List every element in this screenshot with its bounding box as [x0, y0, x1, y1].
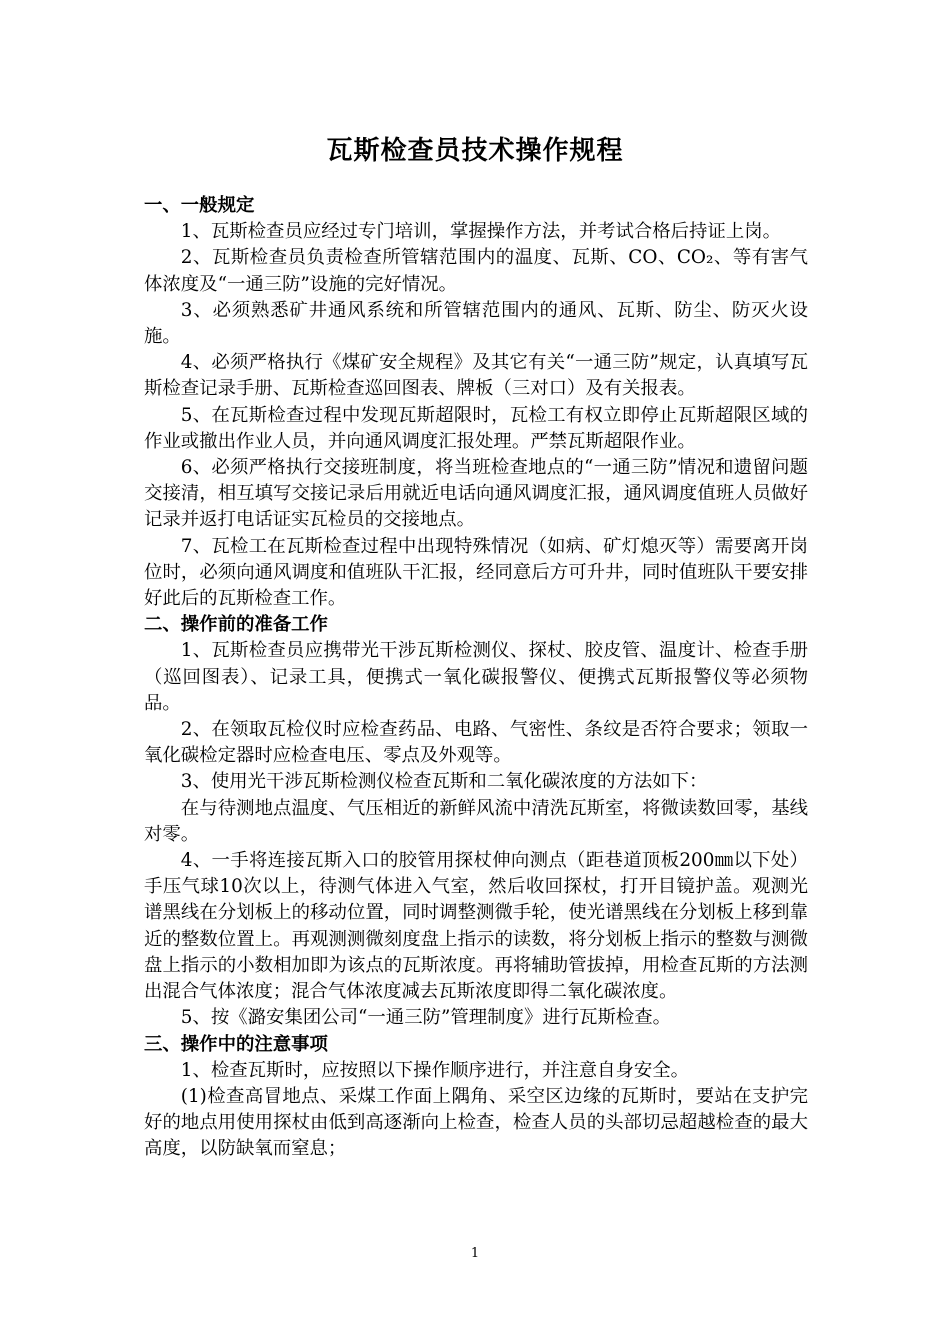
document-body — [144, 193, 808, 1163]
document-title: 瓦斯检查员技术操作规程 — [326, 136, 624, 166]
paragraph: 1、瓦斯检查员应携带光干涉瓦斯检测仪、探杖、胶皮管、温度计、检查手册（巡回图表）、记录工具，便携式一氧化碳报警仪、便携式瓦斯报警仪等必须物品。 — [144, 640, 808, 714]
paragraph: 在与待测地点温度、气压相近的新鲜风流中清洗瓦斯室，将微读数回零，基线对零。 — [144, 797, 808, 845]
section-heading: 一、一般规定 — [144, 195, 255, 216]
paragraph: 2、瓦斯检查员负责检查所管辖范围内的温度、瓦斯、CO、CO₂、等有害气体浓度及“一通三防”设施的完好情况。 — [144, 247, 808, 295]
paragraph: 2、在领取瓦检仪时应检查药品、电路、气密性、条纹是否符合要求；领取一氧化碳检定器时应检查电压、零点及外观等。 — [144, 719, 808, 767]
paragraph: 5、按《潞安集团公司“一通三防”管理制度》进行瓦斯检查。 — [180, 1007, 672, 1029]
paragraph: 5、在瓦斯检查过程中发现瓦斯超限时，瓦检工有权立即停止瓦斯超限区域的作业或撤出作业人员，并向通风调度汇报处理。严禁瓦斯超限作业。 — [144, 404, 808, 452]
paragraph: 4、必须严格执行《煤矿安全规程》及其它有关“一通三防”规定，认真填写瓦斯检查记录手册、瓦斯检查巡回图表、牌板（三对口）及有关报表。 — [144, 352, 808, 400]
paragraph: 3、使用光干涉瓦斯检测仪检查瓦斯和二氧化碳浓度的方法如下： — [180, 771, 708, 793]
paragraph: 6、必须严格执行交接班制度，将当班检查地点的“一通三防”情况和遗留问题交接清，相互填写交接记录后用就近电话向通风调度汇报，通风调度值班人员做好记录并返打电话证实瓦检员的交接地点。 — [144, 457, 808, 531]
paragraph: 3、必须熟悉矿井通风系统和所管辖范围内的通风、瓦斯、防尘、防灭火设施。 — [144, 299, 808, 348]
paragraph: 7、瓦检工在瓦斯检查过程中出现特殊情况（如病、矿灯熄灭等）需要离开岗位时，必须向通风调度和值班队干汇报，经同意后方可升井，同时值班队干要安排好此后的瓦斯检查工作。 — [144, 535, 808, 610]
paragraph: 1、检查瓦斯时，应按照以下操作顺序进行，并注意自身安全。 — [180, 1059, 690, 1081]
page-number: 1 — [470, 1246, 480, 1261]
paragraph: (1)检查高冒地点、采煤工作面上隅角、采空区边缘的瓦斯时，要站在支护完好的地点用使用探杖由低到高逐渐向上检查，检查人员的头部切忌超越检查的最大高度，以防缺氧而窒息； — [144, 1085, 808, 1160]
section-heading: 三、操作中的注意事项 — [144, 1033, 328, 1055]
section-heading: 二、操作前的准备工作 — [144, 614, 328, 636]
paragraph: 1、瓦斯检查员应经过专门培训，掌握操作方法，并考试合格后持证上岗。 — [180, 221, 781, 243]
paragraph: 4、一手将连接瓦斯入口的胶管用探杖伸向测点（距巷道顶板200㎜以下处）手压气球10次以上，待测气体进入气室，然后收回探杖，打开目镜护盖。观测光谱黑线在分划板上的移动位置，同时调整测微手轮，使光谱黑线在分划板上移到靠近的整数位置上。再观测测微刻度盘上指示的读数，将分划板上指示的整数与测微盘上指示的小数相加即为该点的瓦斯浓度。再将辅助管拔掉，用检查瓦斯的方法测出混合气体浓度；混合气体浓度减去瓦斯浓度即得二氧化碳浓度。 — [144, 850, 808, 1003]
